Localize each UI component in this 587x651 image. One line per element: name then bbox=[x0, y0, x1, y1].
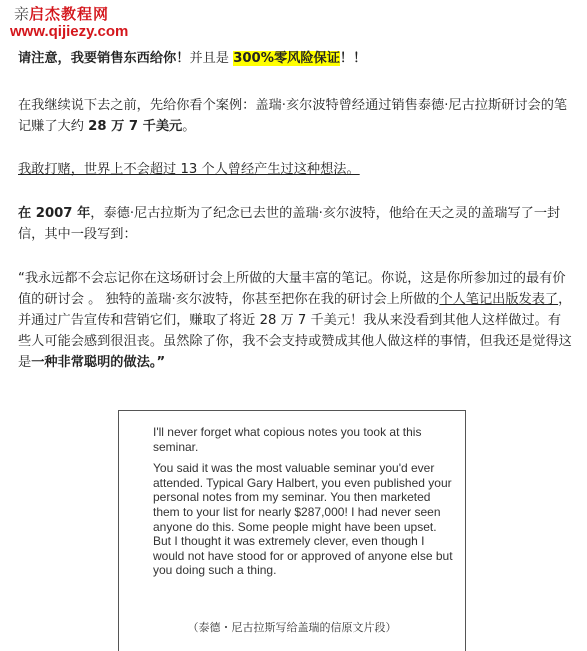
case-amount: 28 万 7 千美元 bbox=[88, 119, 183, 134]
guarantee-highlight: 300%零风险保证 bbox=[233, 51, 340, 66]
notice-paragraph bbox=[18, 48, 573, 69]
watermark-prefix: 亲 bbox=[14, 5, 30, 23]
notice-exclaim: ！！ bbox=[339, 51, 367, 66]
quote-bold: 一种非常聪明的做法。 bbox=[31, 355, 157, 370]
quote-text-1: “我永远都不会忘记你在这场研讨会上所做的大量丰富的笔记。你说，这是你所参加过的最有价值的研讨会 。 独特的盖瑞·亥尔波特，你甚至把你在我的研讨会上所做的 bbox=[18, 271, 566, 307]
letter-excerpt-image bbox=[118, 410, 466, 651]
quote-paragraph bbox=[18, 268, 573, 373]
letter-excerpt-text bbox=[153, 425, 453, 585]
notice-bold: 请注意，我要销售东西给你！ bbox=[18, 51, 190, 66]
year-bold: 在 2007 年 bbox=[18, 206, 91, 221]
case-end: 。 bbox=[182, 119, 196, 134]
notice-plain: 并且是 bbox=[189, 51, 229, 66]
quote-close: ” bbox=[156, 355, 166, 370]
watermark-url: www.qijiezy.com bbox=[10, 23, 129, 40]
letter-caption: （泰德・尼古拉斯写给盖瑞的信原文片段） bbox=[187, 621, 397, 634]
case-text: 在我继续说下去之前，先给你看个案例：盖瑞·亥尔波特曾经通过销售泰德·尼古拉斯研讨会的笔记赚了大约 bbox=[18, 98, 568, 134]
watermark-brand-text: 启杰教程网 bbox=[29, 5, 110, 23]
quote-underlined: 个人笔记出版发表了 bbox=[439, 292, 559, 307]
watermark-brand bbox=[14, 4, 109, 24]
letter-para-1: I'll never forget what copious notes you took at this seminar. bbox=[153, 425, 422, 454]
letter-intro-paragraph bbox=[18, 203, 573, 245]
letter-intro-text: ，泰德·尼古拉斯为了纪念已去世的盖瑞·亥尔波特，他给在天之灵的盖瑞写了一封信，其中一段写到： bbox=[18, 206, 561, 242]
letter-para-2: You said it was the most valuable seminar you'd ever attended. Typical Gary Halbert, you even published your personal notes from my seminar. You then marketed them to your list for nearly $287,000! I had never seen anyone do this. Some people might have been upset. But I thought it was extremely clever, even though I would not have stood for or approved of anyone else but you doing such a thing. bbox=[153, 461, 453, 578]
bet-paragraph: 我敢打赌，世界上不会超过 13 个人曾经产生过这种想法。 bbox=[18, 162, 360, 177]
case-paragraph bbox=[18, 95, 573, 137]
quote-text-2: ，并通过广告宣传和营销它们，赚取了将近 28 万 7 千美元！我从来没看到其他人这样做过。有些人可能会感到很沮丧。虽然除了你，我不会支持或赞成其他人做这样的事情，但我还是觉得这是 bbox=[18, 292, 572, 370]
